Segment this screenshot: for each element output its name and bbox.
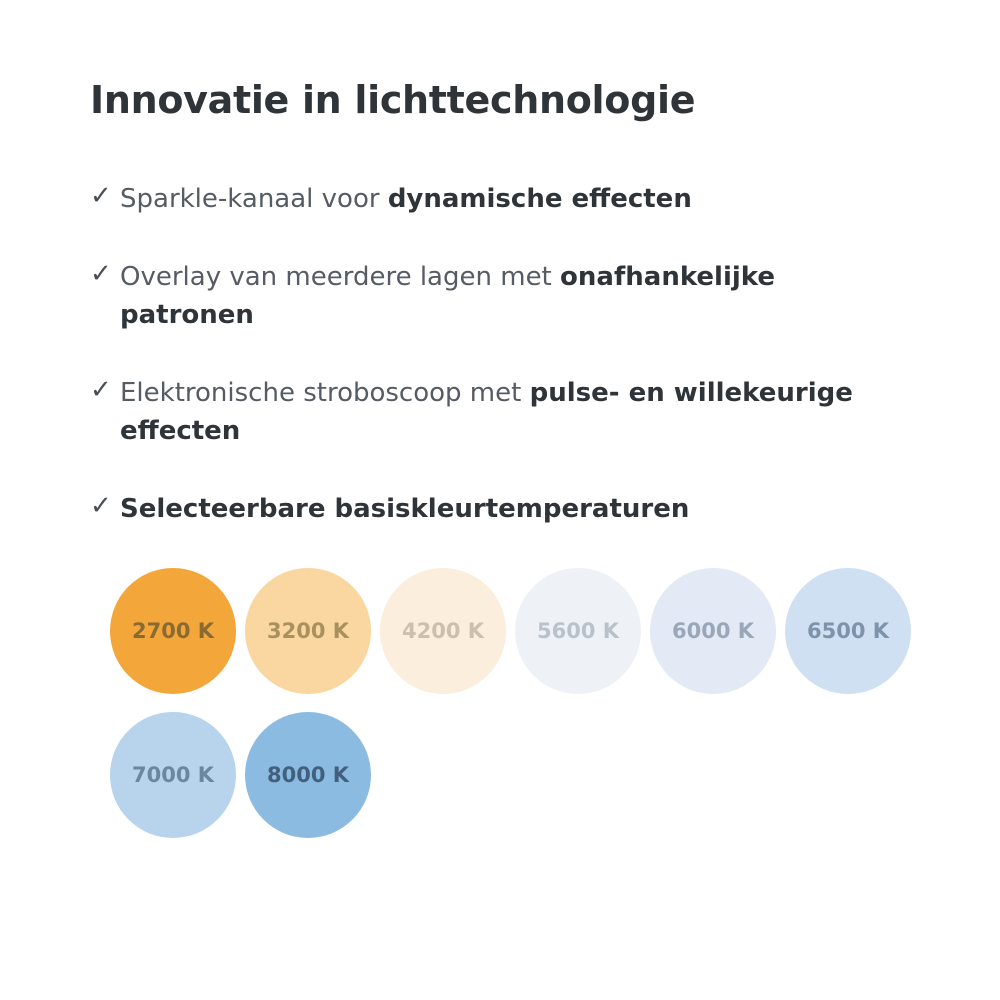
- color-temperature-chip[interactable]: [380, 568, 506, 694]
- feature-item-label: Elektronische stroboscoop met pulse- en willekeurige effecten: [120, 377, 853, 446]
- color-temperature-label: 2700 K: [131, 618, 215, 643]
- color-temperature-label: 7000 K: [131, 762, 215, 787]
- check-icon: ✓: [90, 180, 112, 211]
- color-temperature-chip[interactable]: [245, 712, 371, 838]
- color-temperature-chip[interactable]: [110, 712, 236, 838]
- color-temperature-chip[interactable]: [110, 568, 236, 694]
- check-icon: ✓: [90, 258, 112, 289]
- color-temperature-chip[interactable]: [785, 568, 911, 694]
- color-temperature-label: 5600 K: [536, 618, 620, 643]
- feature-item-emphasis: Selecteerbare basiskleurtemperaturen: [120, 493, 690, 524]
- color-temperature-label: 6000 K: [671, 618, 755, 643]
- feature-item: [90, 258, 910, 334]
- feature-item: [90, 180, 910, 218]
- color-temperature-label: 6500 K: [806, 618, 890, 643]
- feature-item-label: Sparkle-kanaal voor dynamische effecten: [120, 183, 692, 214]
- color-temperature-chip[interactable]: [515, 568, 641, 694]
- feature-item: [90, 490, 910, 528]
- feature-item-emphasis: pulse- en willekeurige effecten: [120, 377, 853, 446]
- feature-item-emphasis: dynamische effecten: [387, 183, 692, 214]
- color-temperature-chip[interactable]: [650, 568, 776, 694]
- color-temperature-chip-group: [110, 568, 940, 856]
- check-icon: ✓: [90, 374, 112, 405]
- color-temperature-label: 8000 K: [266, 762, 350, 787]
- feature-list: [90, 180, 910, 528]
- feature-item: [90, 374, 910, 450]
- color-temperature-label: 4200 K: [401, 618, 485, 643]
- page-title: Innovatie in lichttechnologie: [90, 78, 696, 122]
- feature-item-emphasis: onafhankelijke patronen: [120, 261, 776, 330]
- feature-item-label: [120, 490, 689, 528]
- color-temperature-label: 3200 K: [266, 618, 350, 643]
- check-icon: ✓: [90, 490, 112, 521]
- feature-item-label: Overlay van meerdere lagen met onafhankelijke patronen: [120, 261, 776, 330]
- color-temperature-chip[interactable]: [245, 568, 371, 694]
